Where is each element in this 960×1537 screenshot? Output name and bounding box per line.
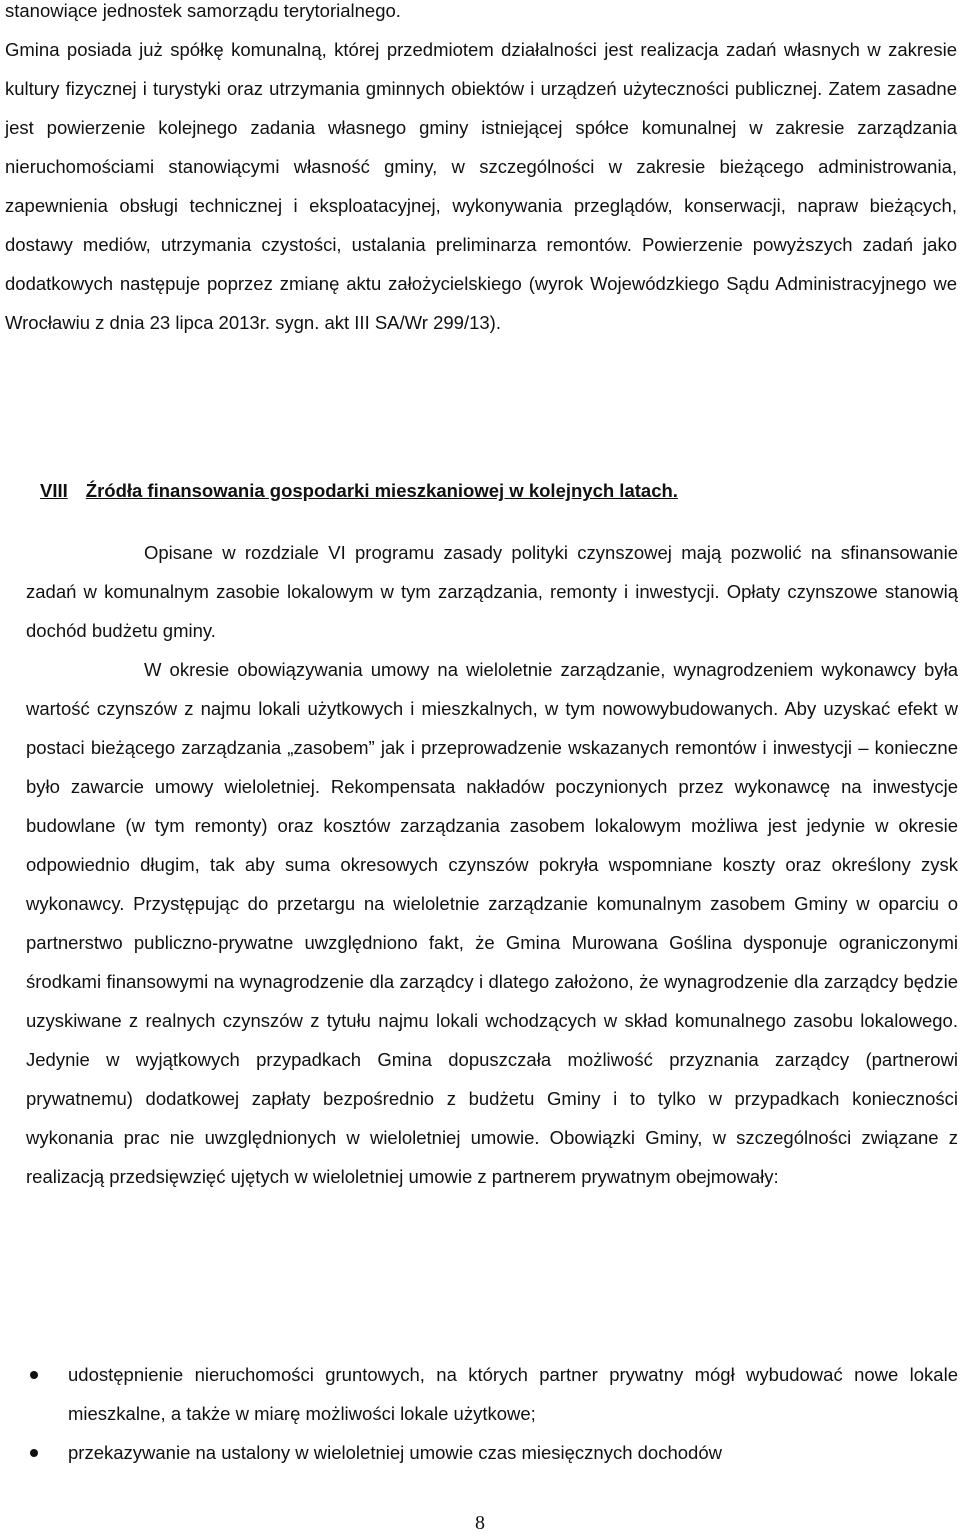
page-number: 8 <box>475 1512 485 1534</box>
bullet-icon <box>30 1449 38 1457</box>
section-heading <box>40 473 940 509</box>
obligations-list <box>26 1355 958 1472</box>
paragraph-rent-policy: Opisane w rozdziale VI programu zasady polityki czynszowej mają pozwolić na sfinansowanie zadań w komunalnym zasobie lokalowym w tym zarządzania, remonty i inwestycji. Opłaty czynszowe stanowią dochód budżetu gminy. <box>26 542 958 641</box>
list-item-text: udostępnienie nieruchomości gruntowych, na których partner prywatny mógł wybudować nowe lokale mieszkalne, a także w miarę możliwości lokale użytkowe; <box>68 1364 958 1424</box>
section-title: Źródła finansowania gospodarki mieszkaniowej w kolejnych latach. <box>85 480 678 501</box>
bullet-icon <box>30 1371 38 1379</box>
paragraph-company: Gmina posiada już spółkę komunalną, której przedmiotem działalności jest realizacja zadań własnych w zakresie kultury fizycznej i turystyki oraz utrzymania gminnych obiektów i urządzeń użyteczności publicznej. Zatem zasadne jest powierzenie kolejnego zadania własnego gminy istniejącej spółce komunalnej w zakresie zarządzania nieruchomościami stanowiącymi własność gminy, w szczególności w zakresie bieżącego administrowania, zapewnienia obsługi technicznej i eksploatacyjnej, wykonywania przeglądów, konserwacji, napraw bieżących, dostawy mediów, utrzymania czystości, ustalania preliminarza remontów. Powierzenie powyższych zadań jako dodatkowych następuje poprzez zmianę aktu założycielskiego (wyrok Wojewódzkiego Sądu Administracyjnego we Wrocławiu z dnia 23 lipca 2013r. sygn. akt III SA/Wr 299/13). <box>5 39 957 333</box>
list-item <box>26 1355 958 1433</box>
section-number: VIII <box>40 480 68 501</box>
list-item-text: przekazywanie na ustalony w wieloletniej umowie czas miesięcznych dochodów <box>68 1442 722 1463</box>
list-item <box>26 1433 958 1472</box>
paragraph-management-contract: W okresie obowiązywania umowy na wieloletnie zarządzanie, wynagrodzeniem wykonawcy była wartość czynszów z najmu lokali użytkowych i mieszkalnych, w tym nowowybudowanych. Aby uzyskać efekt w postaci bieżącego zarządzania „zasobem” jak i przeprowadzenie wskazanych remontów i inwestycji – konieczne było zawarcie umowy wieloletniej. Rekompensata nakładów poczynionych przez wykonawcę na inwestycje budowlane (w tym remonty) oraz kosztów zarządzania zasobem lokalowym możliwa jest jedynie w okresie odpowiednio długim, tak aby suma okresowych czynszów pokryła wspomniane koszty oraz określony zysk wykonawcy. Przystępując do przetargu na wieloletnie zarządzanie komunalnym zasobem Gminy w oparciu o partnerstwo publiczno-prywatne uwzględniono fakt, że Gmina Murowana Goślina dysponuje ograniczonymi środkami finansowymi na wynagrodzenie dla zarządcy i dlatego założono, że wynagrodzenie dla zarządcy będzie uzyskiwane z realnych czynszów z tytułu najmu lokali wchodzących w skład komunalnego zasobu lokalowego. Jedynie w wyjątkowych przypadkach Gmina dopuszczała możliwość przyznania zarządcy (partnerowi prywatnemu) dodatkowej zapłaty bezpośrednio z budżetu Gminy i to tylko w przypadkach konieczności wykonania prac nie uwzględnionych w wieloletniej umowie. Obowiązki Gminy, w szczególności związane z realizacją przedsięwzięć ujętych w wieloletniej umowie z partnerem prywatnym obejmowały: <box>26 659 958 1187</box>
paragraph-intro-end: stanowiące jednostek samorządu terytorialnego. <box>5 0 401 21</box>
